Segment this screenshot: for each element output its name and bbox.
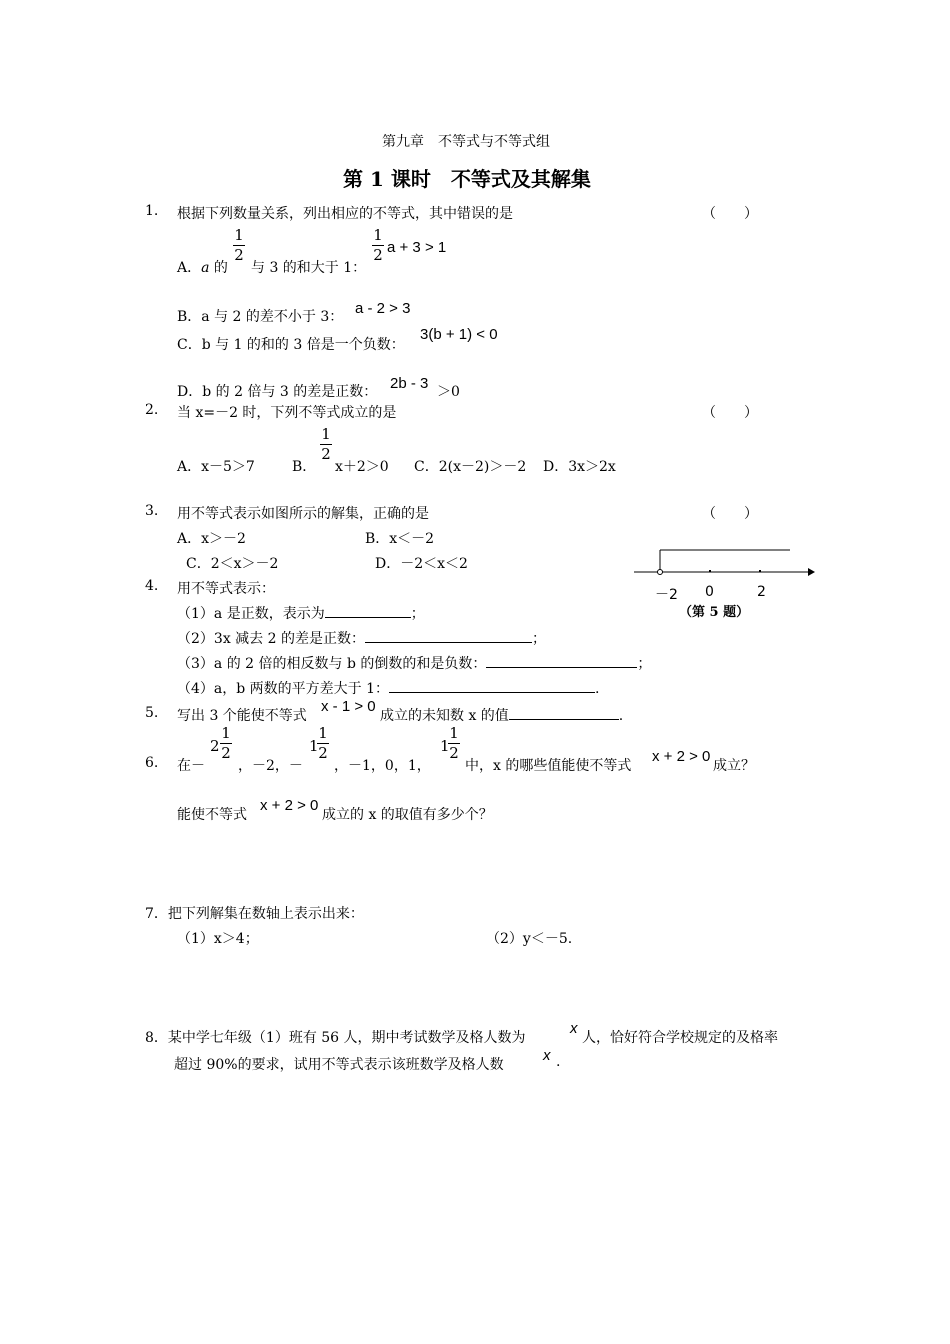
answer-blank[interactable] xyxy=(325,603,411,618)
q6-line2-pre: 能使不等式 xyxy=(177,807,247,823)
q2-option-a: A．x－5＞7 xyxy=(177,459,255,475)
q6-line2-expr: x + 2 > 0 xyxy=(260,797,319,814)
q1-c-expr: 3(b + 1) < 0 xyxy=(420,326,498,343)
answer-blank[interactable] xyxy=(486,653,637,668)
answer-blank[interactable] xyxy=(365,628,532,643)
q6-number: 6. xyxy=(145,755,159,771)
q8-line2-end: . xyxy=(556,1054,561,1070)
q3-option-d: D．－2＜x＜2 xyxy=(375,556,468,572)
q8-line2-pre: 超过 90%的要求，试用不等式表示该班数学及格人数 xyxy=(174,1057,504,1073)
q7-stem: 7．把下列解集在数轴上表示出来： xyxy=(145,906,364,922)
q1-option-d: D．b 的 2 倍与 3 的差是正数： xyxy=(177,384,378,400)
tick-label-2: 2 xyxy=(757,584,766,600)
q6-whole-2: 1 xyxy=(309,737,319,755)
q3-option-b: B．x＜－2 xyxy=(365,531,435,547)
q8-line1-post: 人，恰好符合学校规定的及格率 xyxy=(582,1030,778,1046)
q2-number: 2. xyxy=(145,402,159,418)
tick-label-0: 0 xyxy=(705,584,714,600)
q6-pre: 在－ xyxy=(177,758,205,774)
q3-option-a: A．x＞－2 xyxy=(177,531,246,547)
q6-text-3: 中，x 的哪些值能使不等式 xyxy=(465,758,632,774)
q1-option-a: A．a 的 xyxy=(177,260,228,276)
q1-option-c: C．b 与 1 的和的 3 倍是一个负数： xyxy=(177,337,405,353)
answer-blank[interactable] xyxy=(389,678,595,693)
q3-number: 3. xyxy=(145,503,159,519)
q6-fraction-3: 1 2 xyxy=(449,724,459,762)
q2-option-c: C．2(x－2)＞－2 xyxy=(414,459,527,475)
q2-option-b: B． xyxy=(292,459,317,475)
tick-label-neg2: －2 xyxy=(655,587,678,603)
q1-a-fraction: 1 2 xyxy=(234,226,244,264)
q7-part-2: （2）y＜－5. xyxy=(486,931,573,947)
q1-option-a-text: 与 3 的和大于 1： xyxy=(251,260,367,276)
q6-whole-1: 2 xyxy=(210,737,220,755)
q4-item-1: （1）a 是正数，表示为 ； xyxy=(177,603,425,623)
q6-text-1: ，－2，－ xyxy=(238,758,303,774)
q6-fraction-1: 1 2 xyxy=(221,724,231,762)
q6-fraction-2: 1 2 xyxy=(318,724,328,762)
q1-b-expr: a - 2 > 3 xyxy=(355,300,411,317)
q2-stem: 当 x=－2 时，下列不等式成立的是 xyxy=(177,405,397,421)
q4-item-2: （2）3x 减去 2 的差是正数： ； xyxy=(177,628,546,648)
q3-stem: 用不等式表示如图所示的解集，正确的是 xyxy=(177,506,429,522)
q8-var-x-2: x xyxy=(543,1047,551,1064)
q5-post: 成立的未知数 x 的值 . xyxy=(380,705,623,725)
axis-arrow xyxy=(808,568,815,576)
q7-part-1: （1）x＞4； xyxy=(177,931,259,947)
q3-option-c: C．2＜x＞－2 xyxy=(186,556,279,572)
answer-blank[interactable] xyxy=(509,705,619,720)
q6-whole-3: 1 xyxy=(440,737,450,755)
q2-option-d: D．3x＞2x xyxy=(543,459,616,475)
q1-d-expr: 2b - 3 xyxy=(390,375,429,392)
q2-option-b-text: x＋2＞0 xyxy=(335,459,389,475)
q1-number: 1. xyxy=(145,203,159,219)
q3-paren: （ ） xyxy=(702,506,758,522)
q1-paren: （ ） xyxy=(702,206,758,222)
q5-expr: x - 1 > 0 xyxy=(321,698,376,715)
q5-pre: 写出 3 个能使不等式 xyxy=(177,708,307,724)
q4-item-4: （4）a，b 两数的平方差大于 1： . xyxy=(177,678,599,698)
q6-expr: x + 2 > 0 xyxy=(652,748,711,765)
q4-stem: 用不等式表示： xyxy=(177,581,275,597)
figure-caption: （第 5 题） xyxy=(679,605,750,620)
q6-text-4: 成立？ xyxy=(713,758,755,774)
q4-item-3: （3）a 的 2 倍的相反数与 b 的倒数的和是负数： ； xyxy=(177,653,651,673)
q6-line2-post: 成立的 x 的取值有多少个？ xyxy=(322,807,493,823)
q6-text-2: ，－1，0，1， xyxy=(334,758,431,774)
chapter-title: 第九章 不等式与不等式组 xyxy=(382,134,550,150)
q8-var-x: x xyxy=(570,1020,578,1037)
lesson-title: 第 1 课时 不等式及其解集 xyxy=(343,167,591,191)
q1-a-expr: a + 3 > 1 xyxy=(387,239,447,256)
q2-paren: （ ） xyxy=(702,405,758,421)
q8-line1-pre: 8．某中学七年级（1）班有 56 人，期中考试数学及格人数为 xyxy=(145,1030,526,1046)
q4-number: 4. xyxy=(145,578,159,594)
q1-stem: 根据下列数量关系，列出相应的不等式，其中错误的是 xyxy=(177,206,513,222)
open-circle xyxy=(658,570,663,575)
q5-number: 5. xyxy=(145,705,159,721)
q1-option-b: B．a 与 2 的差不小于 3： xyxy=(177,309,344,325)
q1-a-expr-fraction: 1 2 xyxy=(373,226,383,264)
q2-b-fraction: 1 2 xyxy=(321,425,331,463)
q1-d-tail: ＞0 xyxy=(437,384,460,400)
